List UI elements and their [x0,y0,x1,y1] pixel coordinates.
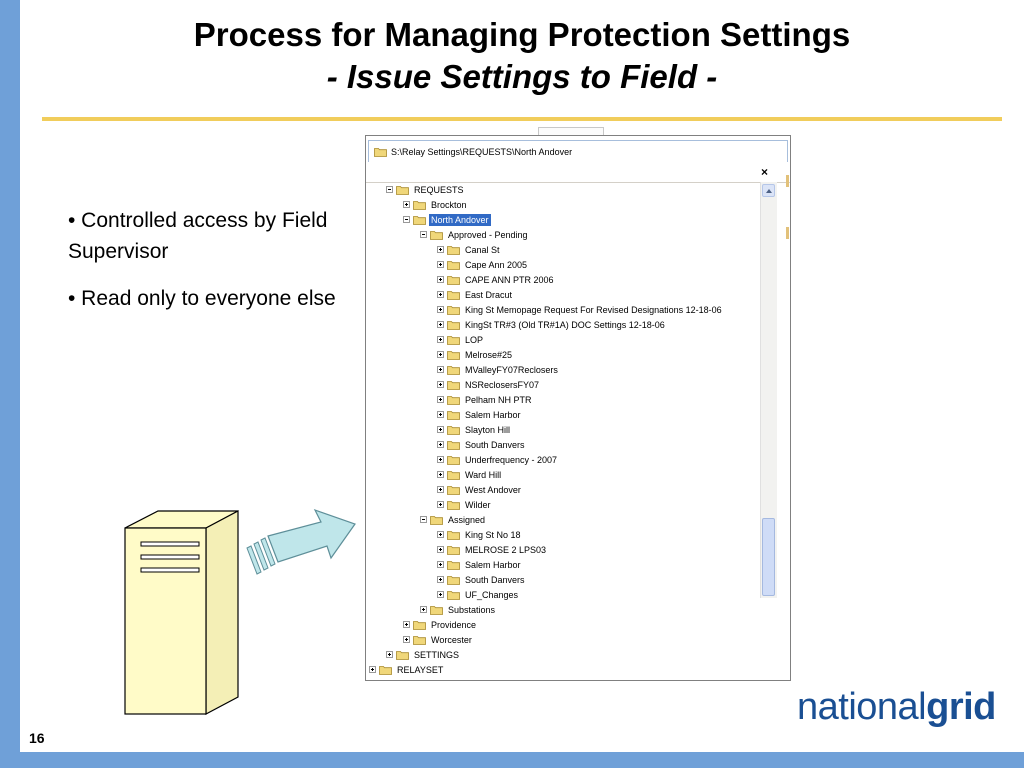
tree-item[interactable] [437,467,503,482]
bottom-accent-bar [0,752,1024,768]
expand-plus-icon[interactable] [437,591,444,598]
tree-item[interactable] [403,617,478,632]
folders-pane-header [366,162,790,183]
scroll-up-arrow-icon[interactable] [762,184,775,197]
national-grid-logo [797,686,996,729]
folder-icon [447,365,460,375]
expand-plus-icon[interactable] [437,471,444,478]
expand-plus-icon[interactable] [403,201,410,208]
tree-item[interactable] [437,332,485,347]
folder-icon [413,635,426,645]
vertical-scrollbar[interactable] [760,182,777,598]
tree-item[interactable] [437,497,493,512]
expand-plus-icon[interactable] [403,636,410,643]
tree-item-label: Pelham NH PTR [465,394,532,405]
tree-item[interactable] [437,302,724,317]
folder-icon [447,590,460,600]
drive-bay [141,568,199,572]
tree-item-label: Assigned [448,514,486,525]
folder-icon [447,305,460,315]
expand-plus-icon[interactable] [437,531,444,538]
folder-icon [447,560,460,570]
expand-plus-icon[interactable] [437,246,444,253]
scroll-thumb[interactable] [762,518,775,596]
folder-icon [430,515,443,525]
folder-icon [447,275,460,285]
folder-icon [447,440,460,450]
tree-item[interactable] [403,632,474,647]
tree-item-label: Worcester [431,634,472,645]
folder-icon [447,425,460,435]
tree-item-label: KingSt TR#3 (Old TR#1A) DOC Settings 12-18-06 [465,319,665,330]
tree-item-label: Melrose#25 [465,349,513,360]
tree-item[interactable] [369,662,445,677]
tree-item-label: Brockton [431,199,467,210]
folder-icon [374,147,387,157]
bullet-item: • Read only to everyone else [68,287,336,310]
folder-icon [447,320,460,330]
tree-item[interactable] [386,182,466,197]
tree-item-label: North Andover [431,214,489,225]
folder-icon [447,455,460,465]
expand-plus-icon[interactable] [437,456,444,463]
tree-item[interactable] [437,557,523,572]
tree-item-label: South Danvers [465,574,525,585]
expand-plus-icon[interactable] [420,606,427,613]
tree-item-label: King St Memopage Request For Revised Designations 12-18-06 [465,304,722,315]
expand-plus-icon[interactable] [437,561,444,568]
expand-plus-icon[interactable] [437,366,444,373]
expand-plus-icon[interactable] [437,441,444,448]
tree-item[interactable] [437,527,523,542]
folder-icon [447,395,460,405]
expand-plus-icon[interactable] [437,381,444,388]
expand-plus-icon[interactable] [437,336,444,343]
tree-item-label: Underfrequency - 2007 [465,454,558,465]
address-text: S:\Relay Settings\REQUESTS\North Andover [391,147,573,157]
expand-plus-icon[interactable] [437,486,444,493]
collapse-minus-icon[interactable] [386,186,393,193]
arrow-body [268,510,355,562]
folder-icon [396,650,409,660]
folder-icon [447,335,460,345]
tree-item[interactable] [437,347,514,362]
left-accent-bar [0,0,20,768]
tree-item-label: West Andover [465,484,521,495]
folder-icon [379,665,392,675]
folder-icon [447,410,460,420]
folder-icon [447,245,460,255]
expand-plus-icon[interactable] [403,621,410,628]
tree-item-label: South Danvers [465,439,525,450]
expand-plus-icon[interactable] [437,546,444,553]
bullet-list [68,205,358,330]
tree-item[interactable] [437,587,520,602]
tree-item-label: MELROSE 2 LPS03 [465,544,547,555]
tree-item[interactable] [403,197,469,212]
folder-icon [413,200,426,210]
folder-icon [447,500,460,510]
tree-item[interactable] [437,272,556,287]
folder-icon [447,260,460,270]
expand-plus-icon[interactable] [437,321,444,328]
tree-item-label: Salem Harbor [465,559,521,570]
arrow-icon [243,506,361,586]
tree-item-label: Providence [431,619,477,630]
tree-item[interactable] [420,512,487,527]
tree-item[interactable] [437,422,512,437]
folder-icon [430,230,443,240]
expand-plus-icon[interactable] [437,576,444,583]
folder-icon [447,380,460,390]
logo-text-bold: grid [926,686,996,728]
drive-bay [141,542,199,546]
slide-title [20,14,1024,98]
explorer-window [365,135,791,681]
tree-item[interactable] [437,287,514,302]
tree-item[interactable] [437,572,527,587]
expand-plus-icon[interactable] [437,351,444,358]
tree-item-label: Wilder [465,499,491,510]
tree-item-label: MValleyFY07Reclosers [465,364,558,375]
tree-item[interactable] [403,212,491,227]
tree-item[interactable] [437,377,541,392]
expand-plus-icon[interactable] [437,276,444,283]
tree-item-label: SETTINGS [414,649,460,660]
server-icon [120,505,244,717]
tree-item[interactable] [386,647,461,662]
tree-item[interactable] [437,317,667,332]
folder-icon [447,470,460,480]
folder-icon [447,485,460,495]
title-line-2: - Issue Settings to Field - [326,58,718,95]
tree-item-label: RELAYSET [397,664,444,675]
folder-icon [430,605,443,615]
folder-icon [447,530,460,540]
window-edge-marks [786,175,790,245]
folder-icon [396,185,409,195]
expand-plus-icon[interactable] [386,651,393,658]
tree-item-label: Ward Hill [465,469,502,480]
tree-item[interactable] [437,407,523,422]
tree-item-label: Approved - Pending [448,229,528,240]
tree-item-label: NSReclosersFY07 [465,379,540,390]
folder-icon [447,350,460,360]
expand-plus-icon[interactable] [369,666,376,673]
tree-item[interactable] [437,242,502,257]
tree-item-label: Cape Ann 2005 [465,259,528,270]
tree-item[interactable] [437,362,560,377]
tree-item-label: Substations [448,604,496,615]
tree-item-label: LOP [465,334,484,345]
folder-tree [366,182,760,680]
collapse-minus-icon[interactable] [420,231,427,238]
tree-item-label: Canal St [465,244,500,255]
tree-item-label: King St No 18 [465,529,521,540]
tree-item-label: Slayton Hill [465,424,511,435]
folder-icon [413,620,426,630]
expand-plus-icon[interactable] [437,426,444,433]
tree-item-label: East Dracut [465,289,513,300]
title-line-1: Process for Managing Protection Settings [193,16,851,53]
expand-plus-icon[interactable] [437,291,444,298]
collapse-minus-icon[interactable] [403,216,410,223]
tree-item[interactable] [420,227,530,242]
tree-item-label: CAPE ANN PTR 2006 [465,274,554,285]
tree-item-label: Salem Harbor [465,409,521,420]
expand-plus-icon[interactable] [437,411,444,418]
tree-item[interactable] [437,392,534,407]
close-icon[interactable]: × [760,165,768,179]
tree-item-label: REQUESTS [414,184,464,195]
folder-icon [447,575,460,585]
expand-plus-icon[interactable] [437,306,444,313]
expand-plus-icon[interactable] [437,501,444,508]
logo-text-light: national [797,686,927,728]
folder-icon [413,215,426,225]
slide-number: 16 [29,730,45,746]
tree-item[interactable] [437,482,523,497]
server-side [206,511,238,714]
title-divider [42,117,1002,121]
tree-item[interactable] [420,602,497,617]
expand-plus-icon[interactable] [437,261,444,268]
bullet-item: • Controlled access by Field Supervisor [68,209,328,263]
tree-item-label: UF_Changes [465,589,519,600]
tree-item[interactable] [437,437,527,452]
collapse-minus-icon[interactable] [420,516,427,523]
expand-plus-icon[interactable] [437,396,444,403]
tree-item[interactable] [437,542,548,557]
tree-item[interactable] [437,452,559,467]
folder-icon [447,545,460,555]
drive-bay [141,555,199,559]
folder-icon [447,290,460,300]
tree-item[interactable] [437,257,529,272]
